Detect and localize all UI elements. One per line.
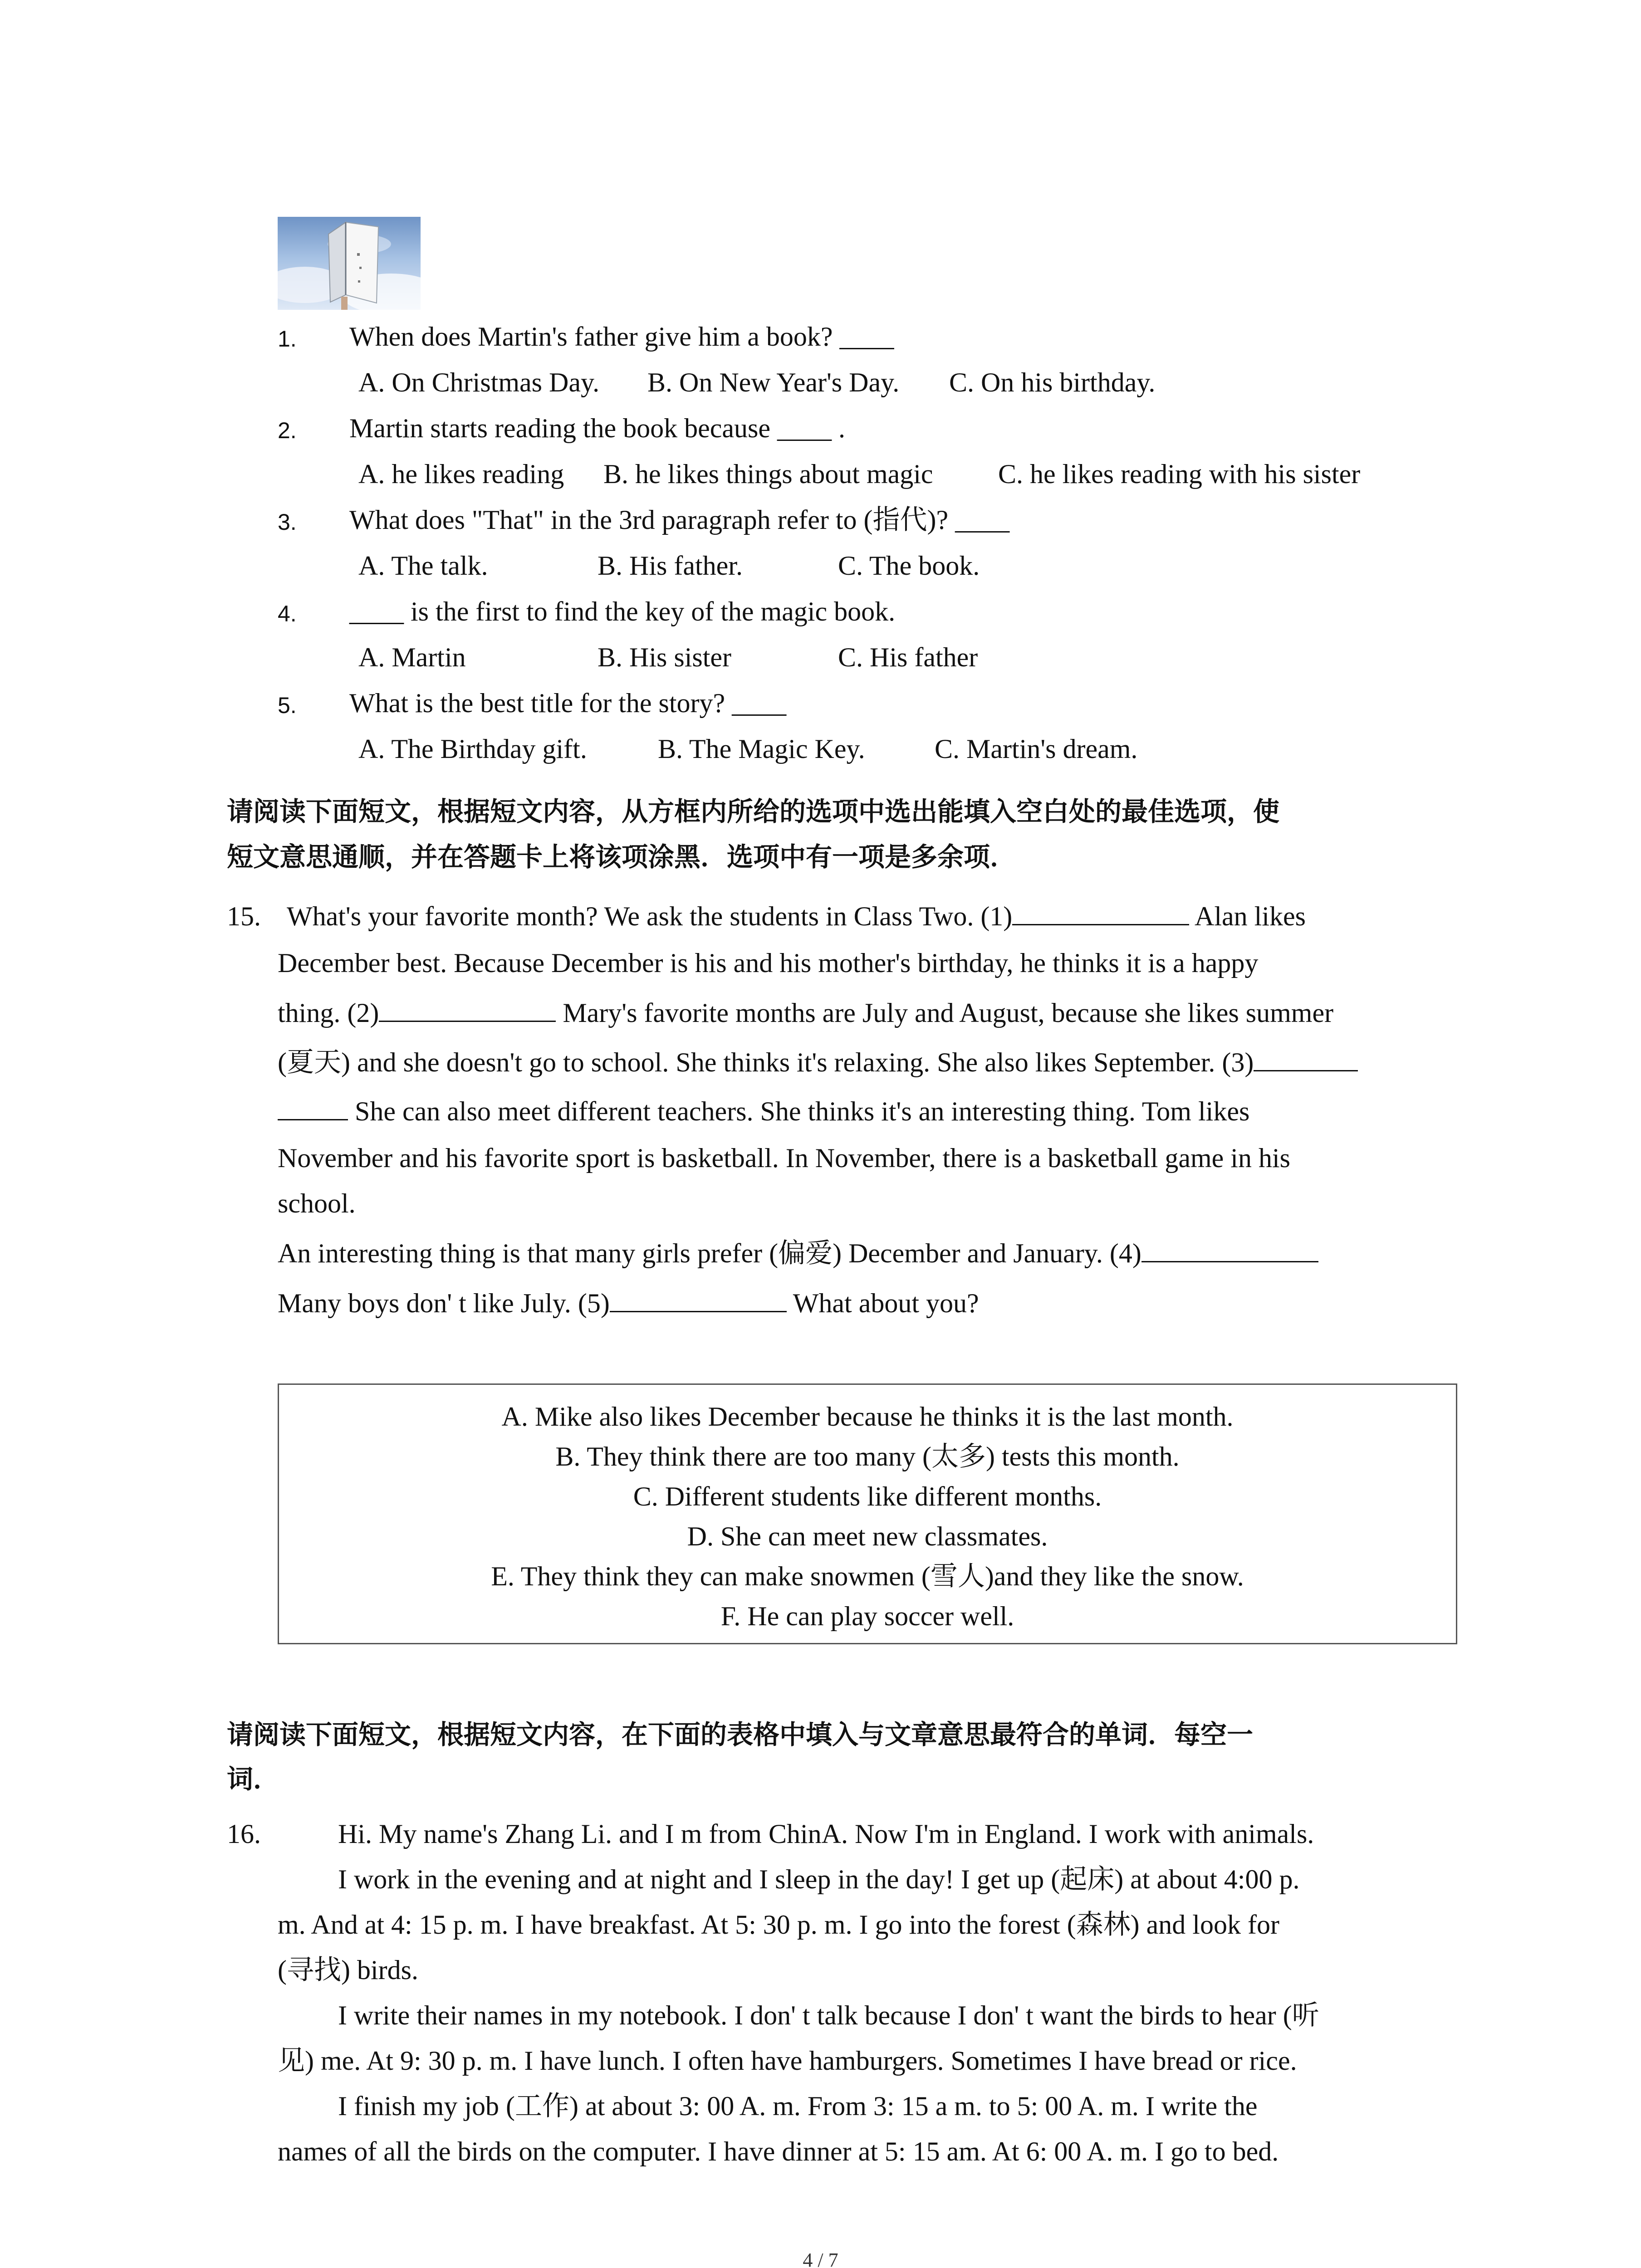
option-b: B. The Magic Key. (658, 734, 865, 764)
option-a: A. he likes reading (358, 459, 564, 489)
passage-line: 见) me. At 9: 30 p. m. I have lunch. I often have hamburgers. Sometimes I have bread or rice. (278, 2046, 1297, 2076)
option-b: B. On New Year's Day. (647, 367, 900, 397)
passage-line: Hi. My name's Zhang Li. and I m from ChinA. Now I'm in England. I work with animals. (338, 1819, 1314, 1849)
option-a: A. Martin (358, 642, 466, 672)
passage-line: I write their names in my notebook. I don' t talk because I don' t want the birds to hear (听 (338, 2000, 1319, 2030)
question-text: Martin starts reading the book because ____ . (349, 413, 846, 443)
passage-text: What's your favorite month? We ask the students in Class Two. (1) (287, 901, 1013, 931)
passage-line (278, 999, 1333, 1026)
option-c: C. His father (838, 642, 978, 672)
question-text: ____ is the first to find the key of the magic book. (349, 596, 896, 626)
option-c: C. The book. (838, 551, 980, 581)
option-c: C. On his birthday. (949, 367, 1156, 397)
passage-line: I work in the evening and at night and I sleep in the day! I get up (起床) at about 4:00 p. (338, 1864, 1300, 1894)
passage-text: thing. (2) (278, 998, 379, 1028)
passage-line: names of all the birds on the computer. I have dinner at 5: 15 am. At 6: 00 A. m. I go to bed. (278, 2136, 1279, 2166)
blank-4 (1141, 1261, 1318, 1262)
passage-text: Many boys don' t like July. (5) (278, 1288, 610, 1318)
blank-1 (1012, 924, 1189, 925)
passage-text: An interesting thing is that many girls prefer (偏爱) December and January. (4) (278, 1238, 1141, 1268)
passage-line (278, 1240, 1318, 1267)
option-c: C. he likes reading with his sister (998, 459, 1361, 489)
question-number: 2. (278, 418, 297, 443)
passage-line: school. (278, 1188, 356, 1218)
option-b: B. he likes things about magic (603, 459, 933, 489)
instruction-line: 请阅读下面短文，根据短文内容，在下面的表格中填入与文章意思最符合的单词．每空一 (227, 1719, 1254, 1750)
question-text: What does "That" in the 3rd paragraph refer to (指代)? ____ (349, 505, 1010, 535)
question-text: When does Martin's father give him a book? ____ (349, 322, 894, 352)
book-picture (278, 217, 421, 310)
passage-line (278, 1098, 1249, 1125)
instruction-line: 词． (227, 1764, 280, 1794)
options-box (278, 1383, 1457, 1644)
passage-line (278, 1049, 1358, 1076)
option-c: C. Martin's dream. (935, 734, 1138, 764)
open-book-icon (278, 217, 421, 310)
question-number: 1. (278, 326, 297, 352)
passage-line: November and his favorite sport is basketball. In November, there is a basketball game in his (278, 1143, 1290, 1173)
option-a: A. The Birthday gift. (358, 734, 587, 764)
question-number: 15. (227, 901, 261, 931)
option-b: B. His father. (598, 551, 743, 581)
question-number: 3. (278, 509, 297, 535)
option-a: A. The talk. (358, 551, 488, 581)
box-option: E. They think they can make snowmen (雪人)and they like the snow. (491, 1561, 1244, 1591)
box-option: F. He can play soccer well. (720, 1601, 1014, 1631)
passage-line (287, 903, 1306, 930)
box-option: B. They think there are too many (太多) tests this month. (555, 1442, 1180, 1471)
passage-line (278, 1290, 979, 1317)
question-text: What is the best title for the story? ____ (349, 688, 787, 718)
passage-line: December best. Because December is his and his mother's birthday, he thinks it is a happy (278, 948, 1259, 978)
passage-text: Mary's favorite months are July and August, because she likes summer (563, 998, 1334, 1028)
blank-2 (379, 1020, 556, 1022)
page-number: 4 / 7 (803, 2249, 838, 2268)
passage-text: Alan likes (1195, 901, 1306, 931)
passage-line: (寻找) birds. (278, 1955, 418, 1985)
instruction-line: 短文意思通顺，并在答题卡上将该项涂黑．选项中有一项是多余项． (227, 841, 1017, 872)
passage-line: m. And at 4: 15 p. m. I have breakfast. At 5: 30 p. m. I go into the forest (森林) and look for (278, 1910, 1279, 1940)
passage-text: What about you? (793, 1288, 979, 1318)
box-option: D. She can meet new classmates. (687, 1521, 1048, 1551)
question-number: 16. (227, 1819, 261, 1849)
question-number: 5. (278, 693, 297, 718)
question-number: 4. (278, 601, 297, 626)
passage-text: She can also meet different teachers. She thinks it's an interesting thing. Tom likes (355, 1096, 1250, 1126)
blank-3-continued (278, 1119, 348, 1120)
instruction-line: 请阅读下面短文，根据短文内容，从方框内所给的选项中选出能填入空白处的最佳选项，使 (227, 796, 1280, 827)
box-option: A. Mike also likes December because he thinks it is the last month. (501, 1402, 1234, 1432)
passage-line: I finish my job (工作) at about 3: 00 A. m. From 3: 15 a m. to 5: 00 A. m. I write the (338, 2091, 1258, 2121)
blank-5 (610, 1310, 787, 1312)
option-b: B. His sister (598, 642, 732, 672)
passage-text: (夏天) and she doesn't go to school. She thinks it's relaxing. She also likes September. (3) (278, 1047, 1254, 1077)
box-option: C. Different students like different months. (633, 1481, 1102, 1511)
blank-3 (1254, 1070, 1358, 1071)
option-a: A. On Christmas Day. (358, 367, 600, 397)
